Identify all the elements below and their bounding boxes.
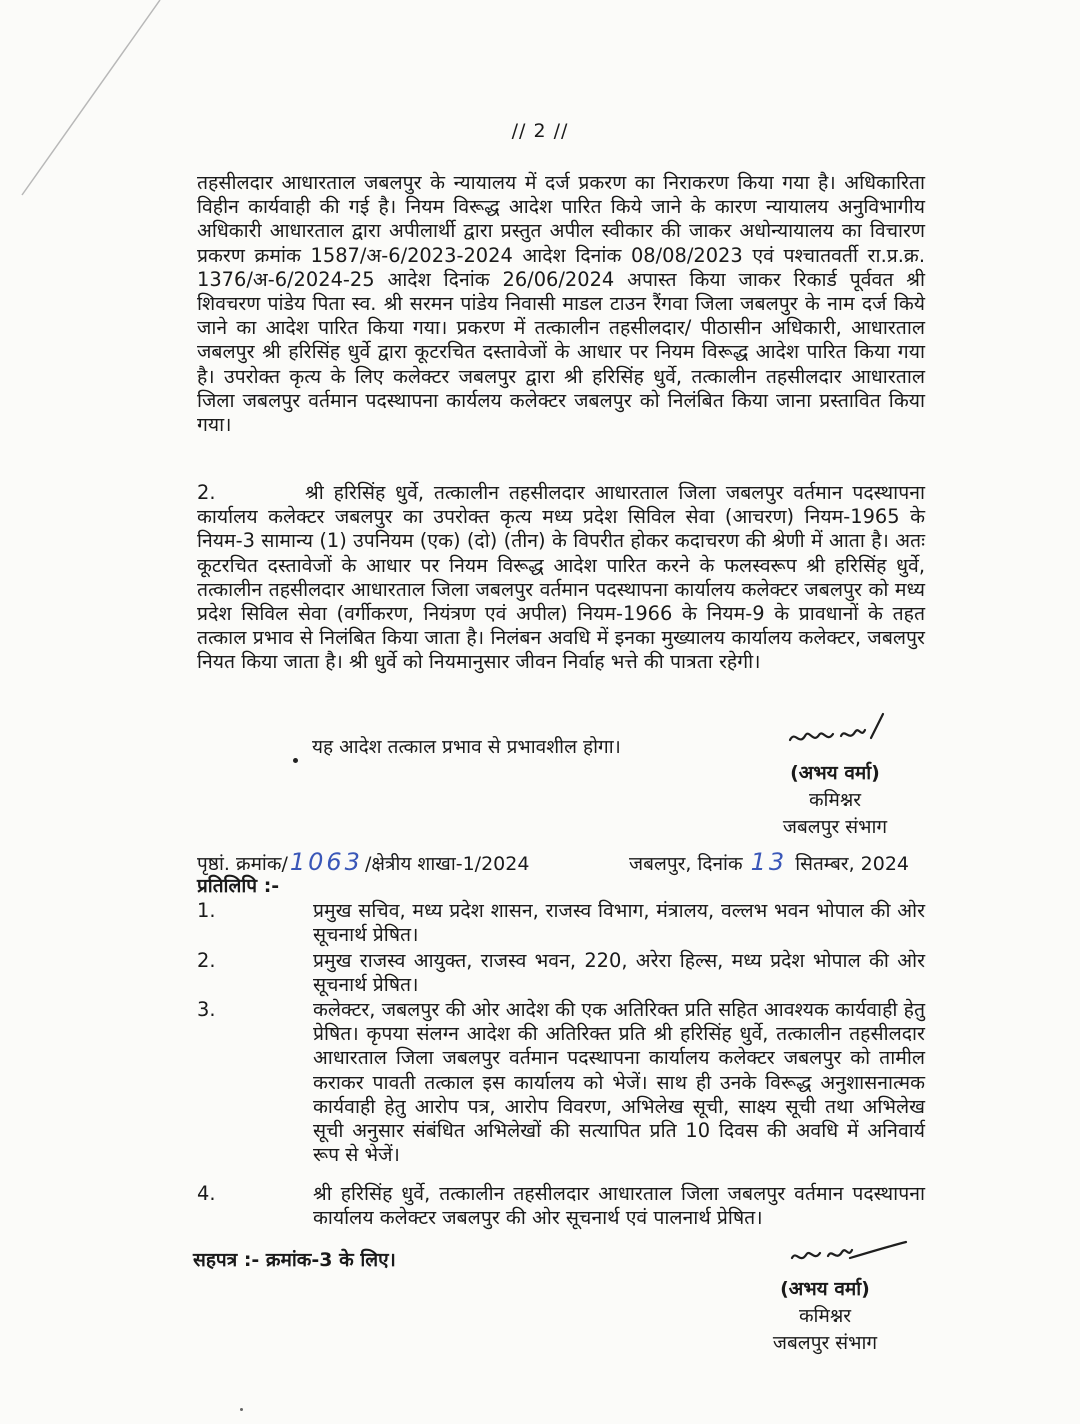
copy-item-text: कलेक्टर, जबलपुर की ओर आदेश की एक अतिरिक्त प्रति सहित आवश्यक कार्यवाही हेतु प्रेषित। कृपया संलग्न आदेश की अतिरिक्त प्रति श्री हरिसिंह धुर्वे, तत्कालीन तहसीलदार आधारताल जिला जबलपुर वर्तमान पदस्थापना कार्यालय कलेक्टर जबलपुर को तामील कराकर पावती तत्काल इस कार्यालय को भेजें। साथ ही उनके विरूद्ध अनुशासनात्मक कार्यवाही हेतु आरोप पत्र, आरोप विवरण, अभिलेख सूची, साक्ष्य सूची तथा अभिलेख सूची अनुसार संबंधित अभिलेखों की सत्यापित प्रति 10 दिवस की अवधि में अनिवार्य रूप से भेजें। xyxy=(313,998,925,1167)
copy-to-label: प्रतिलिपि :- xyxy=(197,875,280,897)
signatory-office: जबलपुर संभाग xyxy=(782,816,888,838)
signature-2-scribble xyxy=(780,1228,910,1278)
signature-block-2 xyxy=(760,1276,890,1357)
signatory-name: (अभय वर्मा) xyxy=(780,1278,870,1300)
enclosure-note: सहपत्र :- क्रमांक-3 के लिए। xyxy=(193,1249,396,1271)
copy-item-text: प्रमुख राजस्व आयुक्त, राजस्व भवन, 220, अरेरा हिल्स, मध्य प्रदेश भोपाल की ओर सूचनार्थ प्रेषित। xyxy=(313,949,925,997)
signatory-designation: कमिश्नर xyxy=(808,789,862,811)
copy-item-number: 1. xyxy=(197,899,216,922)
paragraph-2-number: 2. xyxy=(197,481,216,504)
month-year: सितम्बर, 2024 xyxy=(795,853,910,875)
signatory-designation: कमिश्नर xyxy=(798,1305,852,1327)
paragraph-2 xyxy=(197,481,925,675)
copy-item xyxy=(197,1182,925,1230)
copy-item-number: 2. xyxy=(197,949,216,972)
place-date xyxy=(629,848,909,876)
signatory-office: जबलपुर संभाग xyxy=(772,1332,878,1354)
reference-suffix: /क्षेत्रीय शाखा-1/2024 xyxy=(364,853,530,875)
signature-1-scribble xyxy=(785,708,895,758)
reference-prefix: पृष्ठां. क्रमांक/ xyxy=(197,853,288,875)
copy-item-number: 3. xyxy=(197,998,216,1021)
paragraph-1: तहसीलदार आधारताल जबलपुर के न्यायालय में दर्ज प्रकरण का निराकरण किया गया है। अधिकारिता विहीन कार्यवाही की गई है। नियम विरूद्ध आदेश पारित किये जाने के कारण न्यायालय अनुविभागीय अधिकारी आधारताल द्वारा अपीलार्थी द्वारा प्रस्तुत अपील स्वीकार की जाकर अधोन्यायालय का विचारण प्रकरण क्रमांक 1587/अ-6/2023-2024 आदेश दिनांक 08/08/2023 एवं पश्चातवर्ती रा.प्र.क्र. 1376/अ-6/2024-25 आदेश दिनांक 26/06/2024 अपास्त किया जाकर रिकार्ड पूर्ववत श्री शिवचरण पांडेय पिता स्व. श्री सरमन पांडेय निवासी माडल टाउन रैंगवा जिला जबलपुर के नाम दर्ज किये जाने का आदेश पारित किया गया। प्रकरण में तत्कालीन तहसीलदार/ पीठासीन अधिकारी, आधारताल जबलपुर श्री हरिसिंह धुर्वे द्वारा कूटरचित दस्तावेजों के आधार पर नियम विरूद्ध आदेश पारित किया गया है। उपरोक्त कृत्य के लिए कलेक्टर जबलपुर द्वारा श्री हरिसिंह धुर्वे, तत्कालीन तहसीलदार आधारताल जिला जबलपुर वर्तमान पदस्थापना कार्यलय कलेक्टर जबलपुर को निलंबित किया जाना प्रस्तावित किया गया। xyxy=(197,171,925,437)
copy-item xyxy=(197,899,925,947)
signatory-name: (अभय वर्मा) xyxy=(790,762,880,784)
signature-block-1 xyxy=(770,760,900,841)
place-date-prefix: जबलपुर, दिनांक xyxy=(629,853,743,875)
handwritten-reference-number: 1063 xyxy=(289,848,363,876)
paragraph-2-text: श्री हरिसिंह धुर्वे, तत्कालीन तहसीलदार आधारताल जिला जबलपुर वर्तमान पदस्थापना कार्यालय कलेक्टर जबलपुर का उपरोक्त कृत्य मध्य प्रदेश सिविल सेवा (आचरण) नियम-1965 के नियम-3 सामान्य (1) उपनियम (एक) (दो) (तीन) के विपरीत होकर कदाचरण की श्रेणी में आता है। अतः कूटरचित दस्तावेजों के आधार पर नियम विरूद्ध आदेश पारित करने के फलस्वरूप श्री हरिसिंह धुर्वे, तत्कालीन तहसीलदार आधारताल जिला जबलपुर वर्तमान पदस्थापना कार्यालय कलेक्टर जबलपुर को मध्य प्रदेश सिविल सेवा (वर्गीकरण, नियंत्रण एवं अपील) नियम-1966 के नियम-9 के प्रावधानों के तहत तत्काल प्रभाव से निलंबित किया जाता है। निलंबन अवधि में इनका मुख्यालय कार्यालय कलेक्टर, जबलपुर नियत किया जाता है। श्री धुर्वे को नियमानुसार जीवन निर्वाह भत्ते की पात्रता रहेगी। xyxy=(197,481,926,674)
ink-dot xyxy=(293,758,298,763)
copy-item-text: श्री हरिसिंह धुर्वे, तत्कालीन तहसीलदार आधारताल जिला जबलपुर वर्तमान पदस्थापना कार्यालय कलेक्टर जबलपुर की ओर सूचनार्थ एवं पालनार्थ प्रेषित। xyxy=(313,1182,925,1230)
copy-item xyxy=(197,949,925,997)
page-number: // 2 // xyxy=(511,120,569,142)
copy-item-number: 4. xyxy=(197,1182,216,1205)
paper-speck xyxy=(240,1408,243,1411)
copy-item-text: प्रमुख सचिव, मध्य प्रदेश शासन, राजस्व विभाग, मंत्रालय, वल्लभ भवन भोपाल की ओर सूचनार्थ प्रेषित। xyxy=(313,899,925,947)
handwritten-day: 13 xyxy=(750,848,788,876)
effective-statement: यह आदेश तत्काल प्रभाव से प्रभावशील होगा। xyxy=(312,736,621,758)
copy-item xyxy=(197,998,925,1167)
